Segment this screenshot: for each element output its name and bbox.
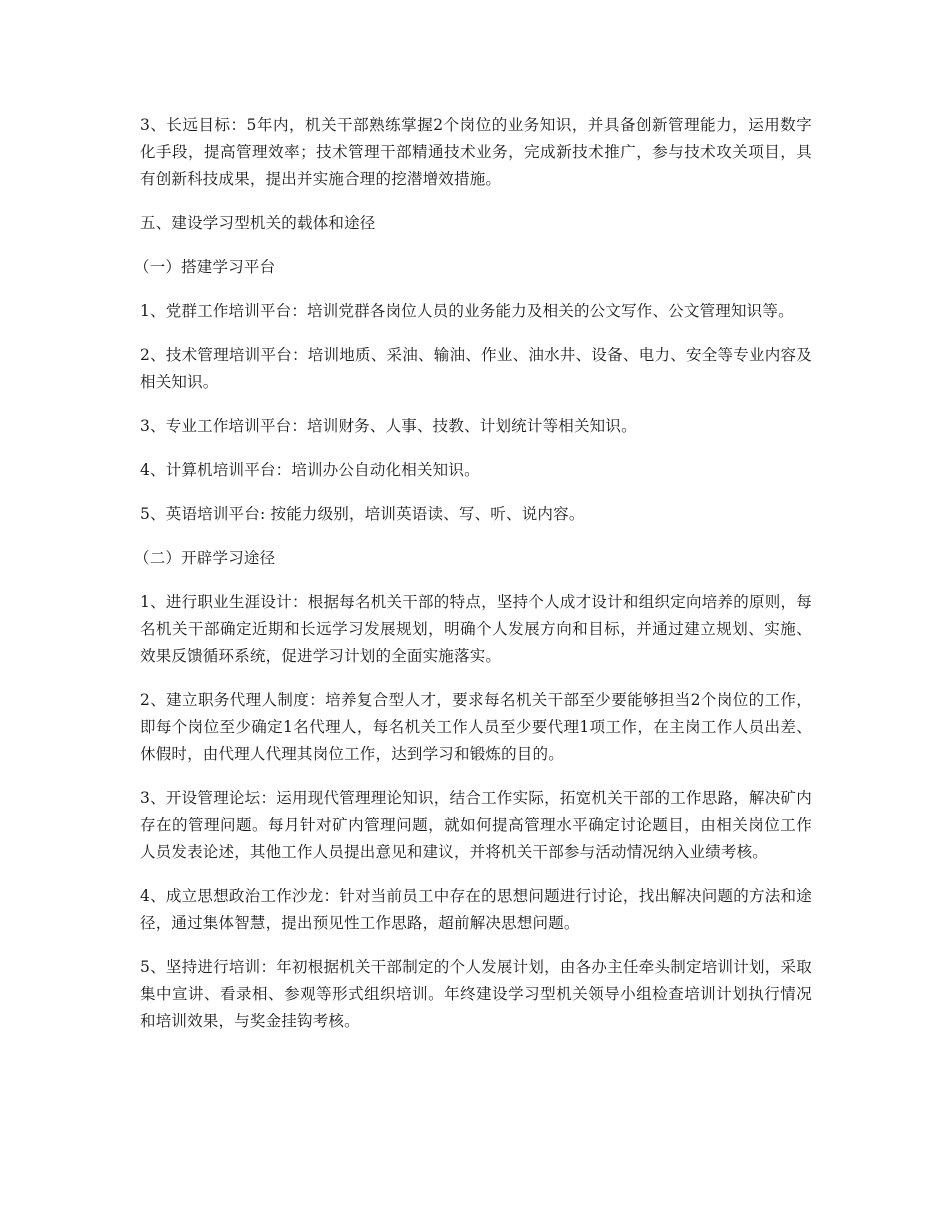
list-item: 3、开设管理论坛：运用现代管理理论知识，结合工作实际，拓宽机关干部的工作思路，解决矿内存在的管理问题。每月针对矿内管理问题，就如何提高管理水平确定讨论题目，由相关岗位工作人员发表论述，其他工作人员提出意见和建议，并将机关干部参与活动情况纳入业绩考核。 (140, 789, 812, 861)
paragraph-long-term-goal: 3、长远目标：5年内，机关干部熟练掌握2个岗位的业务知识，并具备创新管理能力，运用数字化手段，提高管理效率；技术管理干部精通技术业务，完成新技术推广，参与技术攻关项目，具有创新科技成果，提出并实施合理的挖潜增效措施。 (140, 116, 812, 188)
document-page (134, 112, 812, 1052)
section-heading: 五、建设学习型机关的载体和途径 (140, 214, 376, 232)
list-item: 5、坚持进行培训：年初根据机关干部制定的个人发展计划，由各办主任牵头制定培训计划，采取集中宣讲、看录相、参观等形式组织培训。年终建设学习型机关领导小组检查培训计划执行情况和培训效果，与奖金挂钩考核。 (140, 958, 812, 1030)
list-item: 5、英语培训平台: 按能力级别，培训英语读、写、听、说内容。 (140, 505, 585, 523)
subsection-heading-platforms: （一）搭建学习平台 (134, 258, 276, 276)
list-item: 3、专业工作培训平台：培训财务、人事、技教、计划统计等相关知识。 (140, 417, 637, 435)
list-item: 1、进行职业生涯设计：根据每名机关干部的特点，坚持个人成才设计和组织定向培养的原则，每名机关干部确定近期和长远学习发展规划，明确个人发展方向和目标，并通过建立规划、实施、效果反馈循环系统，促进学习计划的全面实施落实。 (140, 593, 812, 665)
list-item: 4、成立思想政治工作沙龙：针对当前员工中存在的思想问题进行讨论，找出解决问题的方法和途径，通过集体智慧，提出预见性工作思路，超前解决思想问题。 (140, 887, 812, 932)
list-item: 2、技术管理培训平台：培训地质、采油、输油、作业、油水井、设备、电力、安全等专业内容及相关知识。 (140, 346, 812, 391)
list-item: 2、建立职务代理人制度：培养复合型人才，要求每名机关干部至少要能够担当2个岗位的工作，即每个岗位至少确定1名代理人，每名机关工作人员至少要代理1项工作，在主岗工作人员出差、休假时，由代理人代理其岗位工作，达到学习和锻炼的目的。 (140, 691, 812, 763)
subsection-heading-approaches: （二）开辟学习途径 (134, 549, 276, 567)
list-item: 1、党群工作培训平台：培训党群各岗位人员的业务能力及相关的公文写作、公文管理知识等。 (140, 302, 794, 320)
list-item: 4、计算机培训平台：培训办公自动化相关知识。 (140, 461, 480, 479)
